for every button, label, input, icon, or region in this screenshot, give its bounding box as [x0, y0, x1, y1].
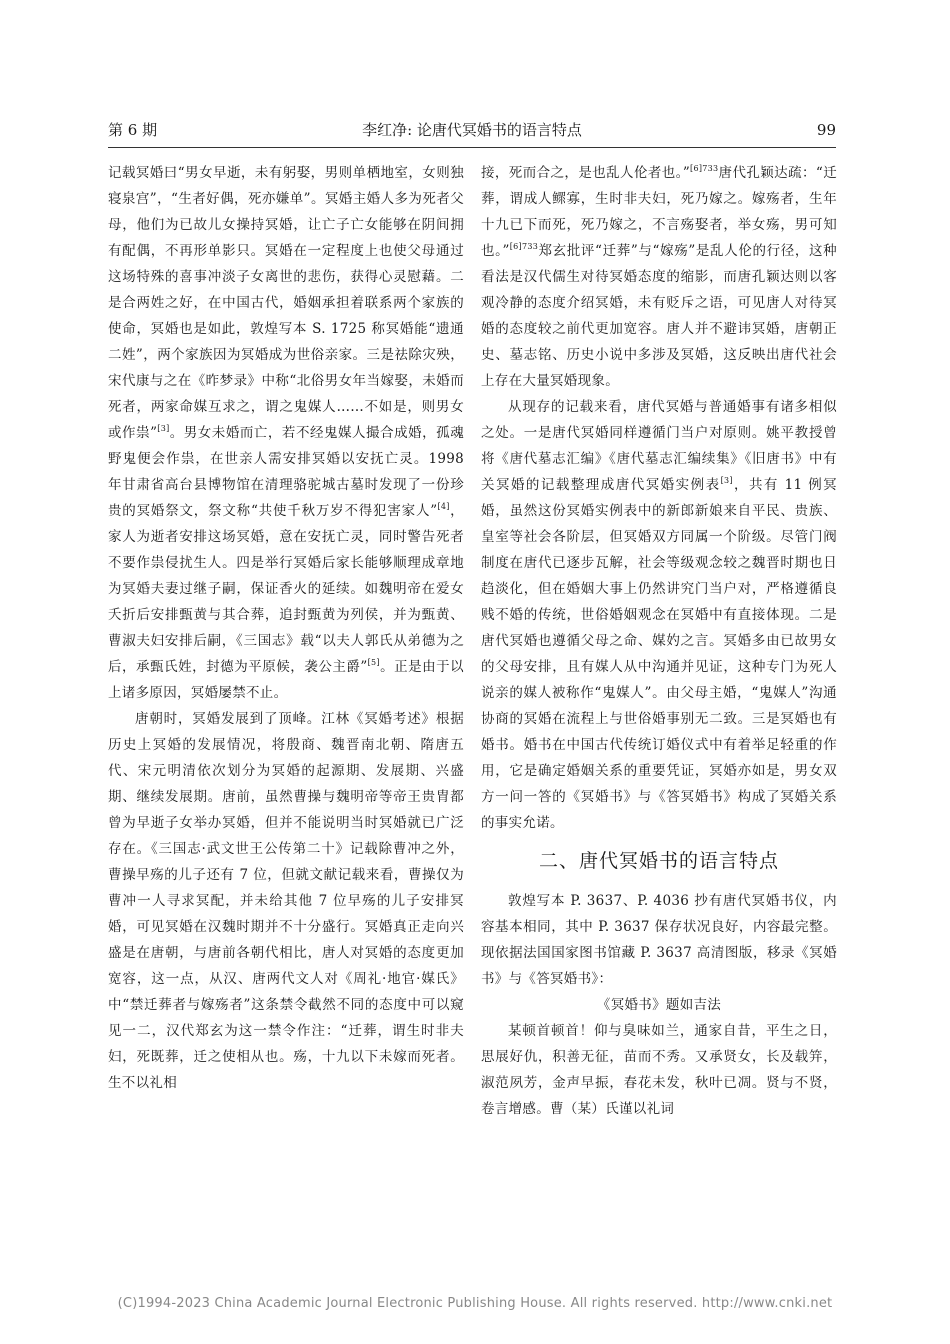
paragraph: 从现存的记载来看，唐代冥婚与普通婚事有诸多相似之处。一是唐代冥婚同样遵循门当户对原则。姚平教授曾将《唐代墓志汇编》《唐代墓志汇编续集》《旧唐书》中有关冥婚的记载整理成唐代冥婚实例表[3]，共有 11 例冥婚，虽然这份冥婚实例表中的新郎新娘来自平民、贵族、皇室等社会各阶层，但冥婚双方同属一个阶级。尽管门阀制度在唐代已逐步瓦解，社会等级观念较之魏晋时期也日趋淡化，但在婚姻大事上仍然讲究门当户对，严格遵循良贱不婚的传统，世俗婚姻观念在冥婚中有直接体现。二是唐代冥婚也遵循父母之命、媒妁之言。冥婚多由已故男女的父母安排，且有媒人从中沟通并见证，这种专门为死人说亲的媒人被称作“鬼媒人”。由父母主婚，“鬼媒人”沟通协商的冥婚在流程上与世俗婚事别无二致。三是冥婚也有婚书。婚书在中国古代传统订婚仪式中有着举足轻重的作用，它是确定婚姻关系的重要凭证，冥婚亦如是，男女双方一问一答的《冥婚书》与《答冥婚书》构成了冥婚关系的事实允诺。 [481, 399, 837, 831]
header-rule [108, 147, 836, 148]
issue-number: 第 6 期 [108, 121, 158, 139]
paragraph: 接，死而合之，是也乱人伦者也。”$^{[6]733}$唐代孔颖达疏：“迁葬，谓成人鳏寡，生时非夫妇，死乃嫁之。嫁殇者，生年十九已下而死，死乃嫁之，不言殇娶者，举女殇，男可知也。”$^{[6]733}$郑玄批评“迁葬”与“嫁殇”是乱人伦的行径，这种看法是汉代儒生对待冥婚态度的缩影，而唐孔颖达则以客观冷静的态度介绍冥婚，未有贬斥之语，可见唐人对待冥婚的态度较之前代更加宽容。唐人并不避讳冥婚，唐朝正史、墓志铭、历史小说中多涉及冥婚，这反映出唐代社会上存在大量冥婚现象。 [481, 164, 838, 389]
citation-ref: [5] [367, 658, 380, 667]
page-header [108, 118, 836, 142]
running-title: 李红净: 论唐代冥婚书的语言特点 [362, 121, 582, 139]
citation-ref: [4] [437, 502, 450, 511]
paragraph: 唐朝时，冥婚发展到了顶峰。江林《冥婚考述》根据历史上冥婚的发展情况，将殷商、魏晋南北朝、隋唐五代、宋元明清依次划分为冥婚的起源期、发展期、兴盛期、继续发展期。唐前，虽然曹操与魏明帝等帝王贵胄都曾为早逝子女举办冥婚，但并不能说明当时冥婚就已广泛存在。《三国志·武文世王公传第二十》记载除曹冲之外，曹操早殇的儿子还有 7 位，但就文献记载来看，曹操仅为曹冲一人寻求冥配，并未给其他 7 位早殇的儿子安排冥婚，可见冥婚在汉魏时期并不十分盛行。冥婚真正走向兴盛是在唐朝，与唐前各朝代相比，唐人对冥婚的态度更加宽容，这一点，从汉、唐两代文人对《周礼·地官·媒氏》中“禁迁葬者与嫁殇者”这条禁令截然不同的态度中可以窥见一二，汉代郑玄为这一禁令作注：“迁葬，谓生时非夫妇，死既葬，迁之使相从也。殇，十九以下未嫁而死者。生不以礼相 [108, 711, 464, 1091]
citation-ref: [6]733 [690, 164, 719, 173]
section-heading: 二、唐代冥婚书的语言特点 [538, 850, 779, 872]
paragraph: 记载冥婚曰“男女早逝，未有躬娶，男则单栖地室，女则独寝泉宫”，“生者好偶，死亦嫌单”。冥婚主婚人多为死者父母，他们为已故儿女操持冥婚，让亡子亡女能够在阴间拥有配偶，不再形单影只。冥婚在一定程度上也使父母通过这场特殊的喜事冲淡子女离世的悲伤，获得心灵慰藉。二是合两姓之好，在中国古代，婚姻承担着联系两个家族的使命，冥婚也是如此，敦煌写本 S. 1725 称冥婚能“遗通二姓”，两个家族因为冥婚成为世俗亲家。三是祛除灾殃，宋代康与之在《昨梦录》中称“北俗男女年当嫁娶，未婚而死者，两家命媒互求之，谓之鬼媒人……不如是，则男女或作祟”[3]。男女未婚而亡，若不经鬼媒人撮合成婚，孤魂野鬼便会作祟，在世亲人需安排冥婚以安抚亡灵。1998 年甘肃省高台县博物馆在清理骆驼城古墓时发现了一份珍贵的冥婚祭文，祭文称“共使千秋万岁不得犯害家人”[4]，家人为逝者安排这场冥婚，意在安抚亡灵，同时警告死者不要作祟侵扰生人。四是举行冥婚后家长能够顺理成章地为冥婚夫妻过继子嗣，保证香火的延续。如魏明帝在爱女夭折后安排甄黄与其合葬，追封甄黄为列侯，并为甄黄、曹淑夫妇安排后嗣，《三国志》载“以夫人郭氏从弟德为之后，承甄氏姓，封德为平原候，袭公主爵”[5]。正是由于以上诸多原因，冥婚屡禁不止。 [108, 165, 464, 701]
right-column [481, 160, 837, 1122]
paragraph: 敦煌写本 P. 3637、P. 4036 抄有唐代冥婚书仪，内容基本相同，其中 P. 3637 保存状况良好，内容最完整。现依据法国国家图书馆藏 P. 3637 高清图版，移录《冥婚书》与《答冥婚书》： [481, 893, 837, 987]
left-column [108, 160, 464, 1096]
citation-ref: [3] [157, 424, 170, 433]
subheading: 《冥婚书》题如吉法 [596, 997, 722, 1013]
citation-ref: [6]733 [509, 242, 539, 251]
paragraph: 某顿首顿首！仰与臭味如兰，通家自昔，平生之日，思展好仇，积善无征，苗而不秀。又承贤女，长及载笄，淑范夙芳，金声早振，春花未发，秋叶已凋。贤与不贤，卷言增感。曹（某）氏谨以礼词 [481, 1023, 837, 1117]
copyright-footer: (C)1994-2023 China Academic Journal Electronic Publishing House. All rights reserved. http://www.cnki.net [117, 1296, 833, 1311]
citation-ref: [3] [720, 476, 733, 485]
page-number: 99 [816, 121, 836, 139]
